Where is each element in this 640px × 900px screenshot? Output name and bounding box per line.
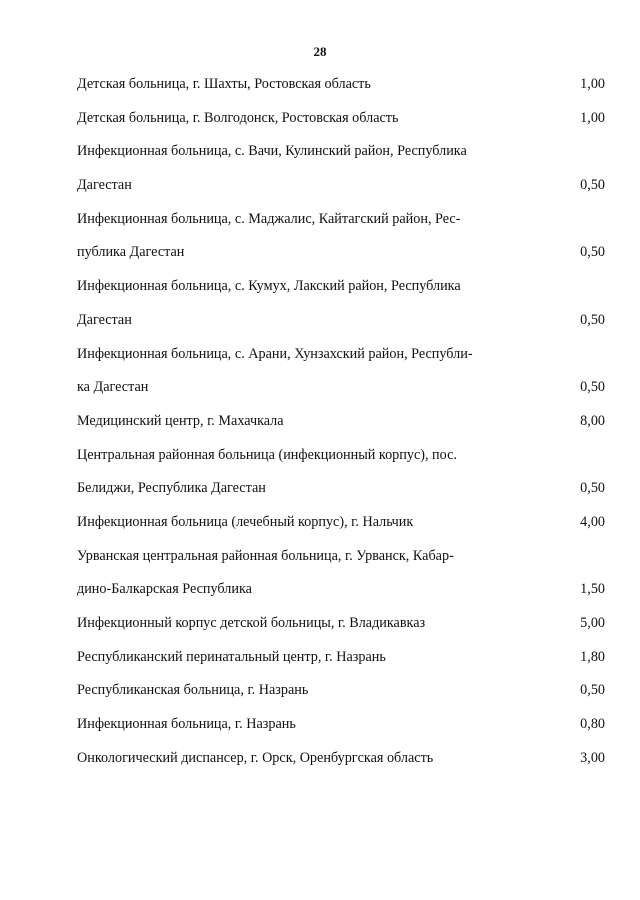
facility-value: 0,50	[580, 480, 605, 497]
facility-value: 0,50	[580, 311, 605, 328]
facility-value: 1,80	[580, 648, 605, 665]
list-item	[77, 203, 605, 270]
facility-value: 3,00	[580, 749, 605, 766]
facility-name-line	[77, 506, 605, 540]
facility-value: 4,00	[580, 513, 605, 530]
facility-name: Белиджи, Республика Дагестан	[77, 480, 266, 497]
facility-name-line	[77, 641, 605, 675]
facility-name: Инфекционный корпус детской больницы, г. Владикавказ	[77, 615, 426, 631]
facility-name: Центральная районная больница (инфекционный корпус), пос.	[77, 446, 457, 463]
facility-name: Дагестан	[77, 311, 132, 328]
facility-name-line	[77, 371, 605, 405]
facility-value: 0,80	[580, 716, 605, 733]
facility-name-line	[77, 338, 605, 372]
list-item	[77, 742, 605, 776]
facility-name: Медицинский центр, г. Махачкала	[77, 412, 284, 429]
facility-name-line	[77, 304, 605, 338]
list-item	[77, 674, 605, 708]
list-item	[77, 338, 605, 405]
facility-name-line	[77, 742, 605, 776]
list-item	[77, 68, 605, 102]
facility-value: 8,00	[580, 412, 605, 429]
list-item	[77, 439, 605, 506]
page-number: 28	[313, 44, 327, 59]
facility-value: 1,00	[580, 76, 605, 92]
list-item	[77, 607, 605, 641]
facility-name: дино-Балкарская Республика	[77, 581, 252, 598]
facility-name-line	[77, 573, 605, 607]
facility-name: Урванская центральная районная больница, г. Урванск, Кабар-	[77, 547, 454, 564]
facility-name: Онкологический диспансер, г. Орск, Оренбургская область	[77, 749, 434, 766]
facility-name: Инфекционная больница, с. Арани, Хунзахский район, Республи-	[77, 345, 473, 362]
facility-name-line	[77, 674, 605, 708]
list-item	[77, 540, 605, 607]
facility-name: ка Дагестан	[77, 379, 149, 396]
facility-name: Инфекционная больница, г. Назрань	[77, 716, 296, 733]
facility-name-line	[77, 472, 605, 506]
list-item	[77, 708, 605, 742]
facility-value: 0,50	[580, 177, 605, 194]
list-item	[77, 641, 605, 675]
facility-value: 5,00	[580, 615, 605, 631]
facility-name: Инфекционная больница, с. Маджалис, Кайтагский район, Рес-	[77, 210, 461, 227]
facility-name-line	[77, 270, 605, 304]
list-item	[77, 270, 605, 337]
facility-name-line	[77, 169, 605, 203]
facility-name-line	[77, 439, 605, 473]
facility-list	[77, 68, 605, 775]
facility-name: Детская больница, г. Волгодонск, Ростовская область	[77, 109, 399, 126]
list-item	[77, 506, 605, 540]
facility-value: 0,50	[580, 244, 605, 261]
facility-name-line	[77, 236, 605, 270]
facility-name: Детская больница, г. Шахты, Ростовская область	[77, 76, 371, 92]
facility-name-line	[77, 607, 605, 641]
facility-name-line	[77, 708, 605, 742]
list-item	[77, 135, 605, 202]
facility-name: Инфекционная больница (лечебный корпус), г. Нальчик	[77, 513, 414, 530]
list-item	[77, 102, 605, 136]
facility-name: Республиканский перинатальный центр, г. Назрань	[77, 648, 386, 665]
facility-value: 1,00	[580, 109, 605, 126]
facility-name-line	[77, 405, 605, 439]
facility-name: Республиканская больница, г. Назрань	[77, 682, 309, 699]
facility-value: 1,50	[580, 581, 605, 598]
facility-name: Инфекционная больница, с. Вачи, Кулинский район, Республика	[77, 143, 467, 160]
facility-name-line	[77, 135, 605, 169]
facility-name-line	[77, 102, 605, 136]
facility-value: 0,50	[580, 682, 605, 699]
facility-name-line	[77, 540, 605, 574]
facility-name-line	[77, 68, 605, 102]
list-item	[77, 405, 605, 439]
facility-value: 0,50	[580, 379, 605, 396]
facility-name: Дагестан	[77, 177, 132, 194]
facility-name-line	[77, 203, 605, 237]
facility-name: публика Дагестан	[77, 244, 185, 261]
facility-name: Инфекционная больница, с. Кумух, Лакский район, Республика	[77, 278, 461, 295]
